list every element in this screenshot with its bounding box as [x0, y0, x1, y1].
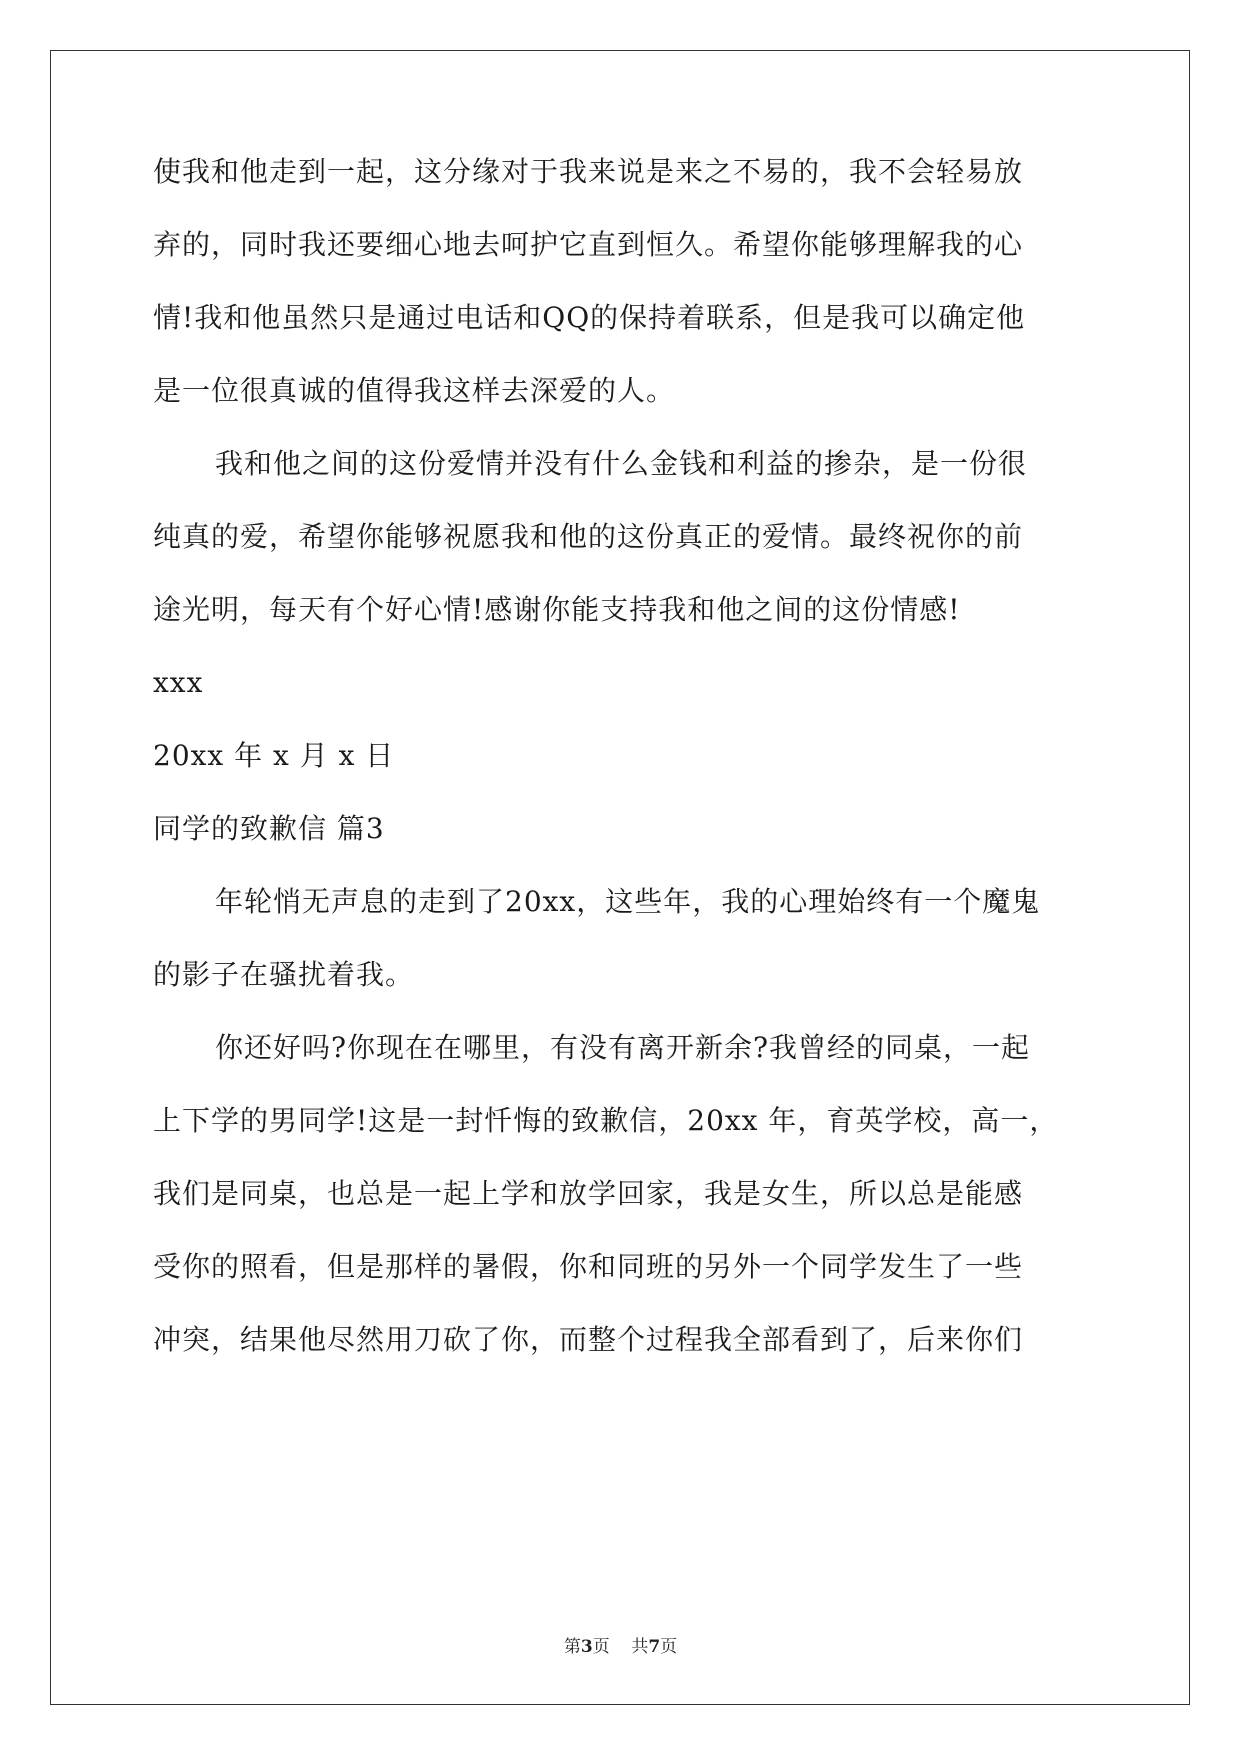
text-line: 是一位很真诚的值得我这样去深爱的人。 [153, 374, 676, 407]
text-line: 使我和他走到一起，这分缘对于我来说是来之不易的，我不会轻易放 [153, 155, 1024, 188]
signature-name: xxx [153, 666, 204, 699]
page-number: 3 [580, 1637, 593, 1657]
text-line: 上下学的男同学!这是一封忏悔的致歉信，20xx 年，育英学校，高一， [153, 1104, 1059, 1137]
paragraph-first-line: 你还好吗?你现在在哪里，有没有离开新余?我曾经的同桌，一起 [215, 1031, 1031, 1064]
page-footer [0, 1635, 1241, 1659]
page-prefix: 第 [563, 1637, 581, 1657]
paragraph-first-line: 年轮悄无声息的走到了20xx，这些年，我的心理始终有一个魔鬼 [215, 885, 1041, 918]
total-suffix: 页 [660, 1637, 678, 1657]
signature-date: 20xx 年 x 月 x 日 [153, 739, 395, 772]
page-suffix: 页 [592, 1637, 610, 1657]
text-line: 纯真的爱，希望你能够祝愿我和他的这份真正的爱情。最终祝你的前 [153, 520, 1024, 553]
text-line: 我们是同桌，也总是一起上学和放学回家，我是女生，所以总是能感 [153, 1177, 1024, 1210]
text-line: 情!我和他虽然只是通过电话和QQ的保持着联系，但是我可以确定他 [153, 301, 1026, 334]
total-prefix: 共 [631, 1637, 649, 1657]
paragraph-first-line: 我和他之间的这份爱情并没有什么金钱和利益的掺杂，是一份很 [215, 447, 1028, 480]
text-line: 冲突，结果他尽然用刀砍了你，而整个过程我全部看到了，后来你们 [153, 1323, 1024, 1356]
text-line: 的影子在骚扰着我。 [153, 958, 415, 991]
section-heading: 同学的致歉信 篇3 [153, 812, 385, 845]
text-line: 受你的照看，但是那样的暑假，你和同班的另外一个同学发生了一些 [153, 1250, 1024, 1283]
total-pages: 7 [648, 1637, 661, 1657]
text-line: 弃的，同时我还要细心地去呵护它直到恒久。希望你能够理解我的心 [153, 228, 1024, 261]
text-line: 途光明，每天有个好心情!感谢你能支持我和他之间的这份情感! [153, 593, 961, 626]
